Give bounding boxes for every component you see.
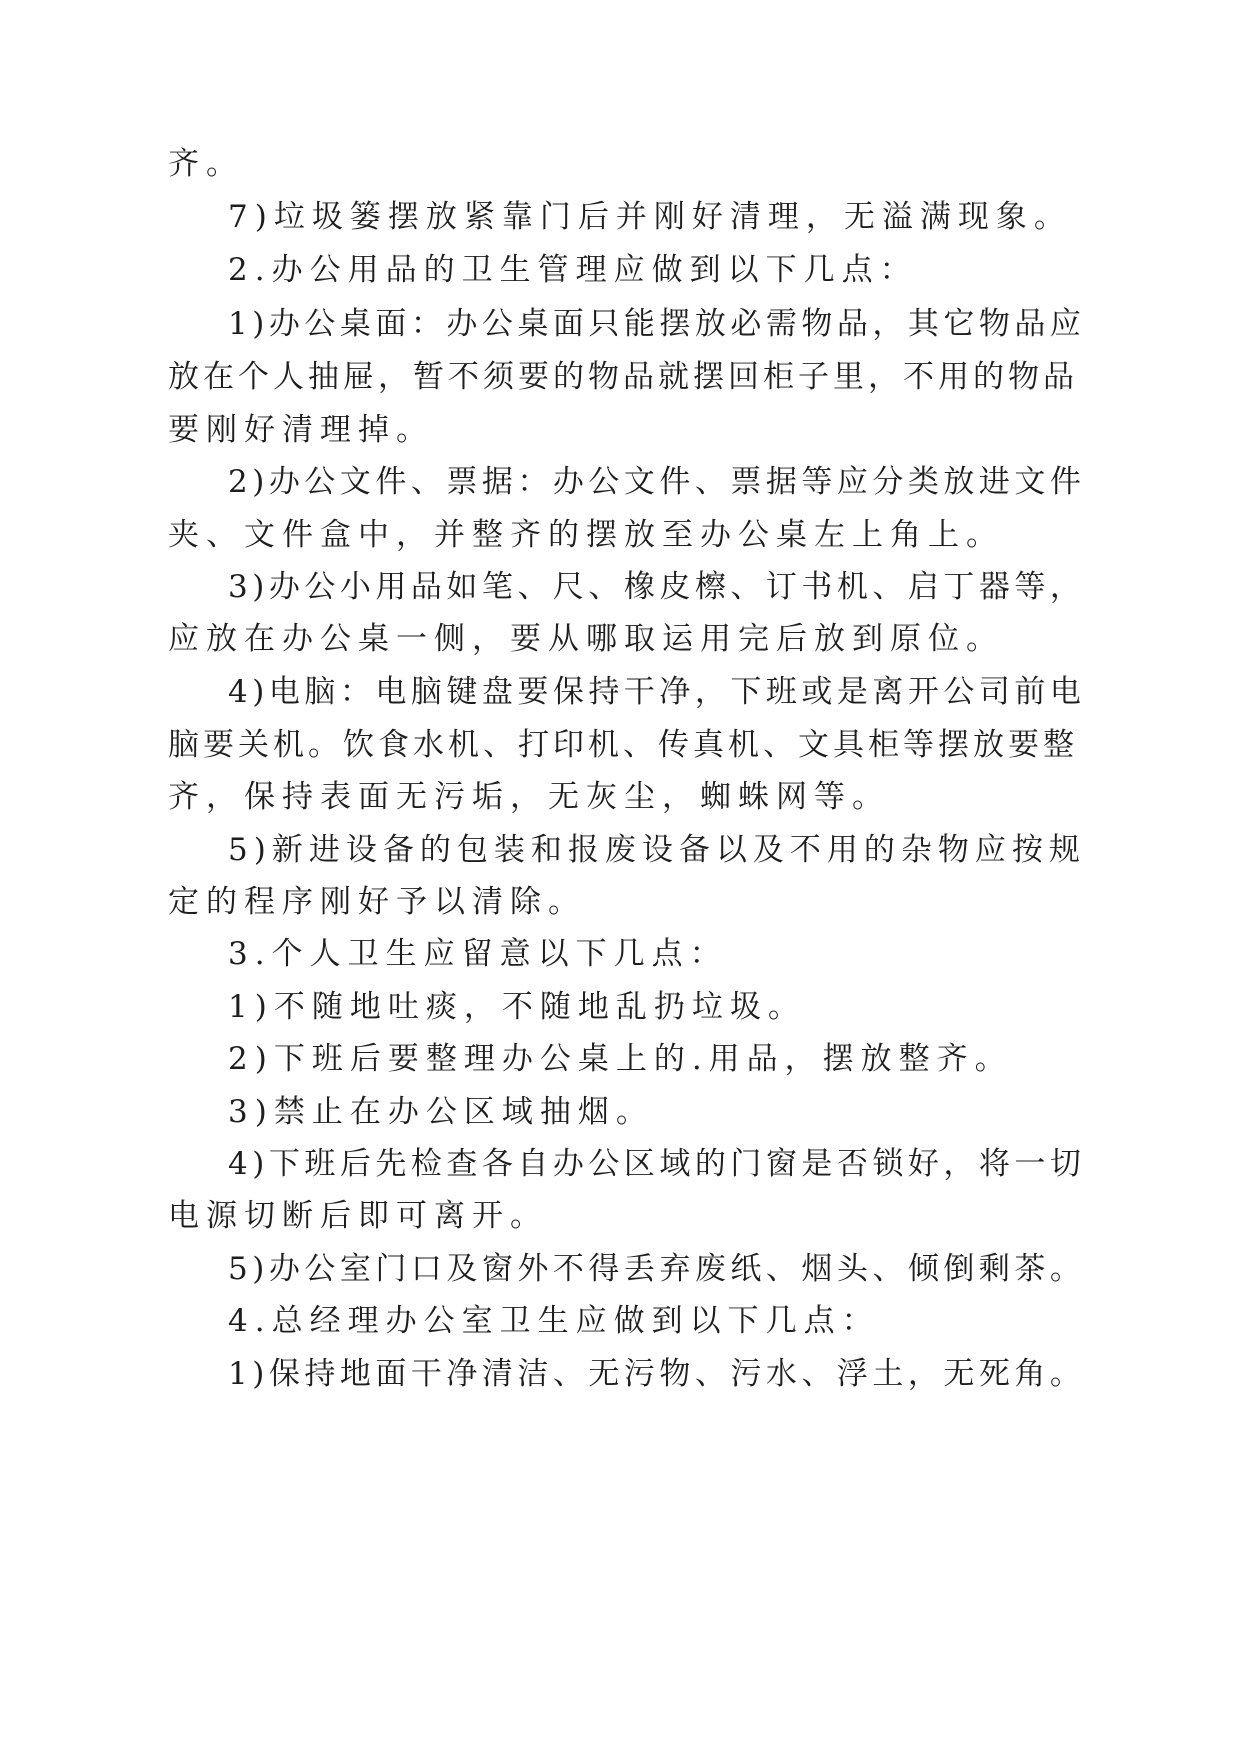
text-line-12: 脑要关机。饮食水机、打印机、传真机、文具柜等摆放要整 bbox=[168, 727, 1078, 763]
text-line-23: 4.总经理办公室卫生应做到以下几点： bbox=[228, 1303, 880, 1339]
text-line-15: 定的程序刚好予以清除。 bbox=[168, 884, 586, 920]
text-line-7: 2)办公文件、票据：办公文件、票据等应分类放进文件 bbox=[228, 464, 1086, 500]
text-line-10: 应放在办公桌一侧，要从哪取运用完后放到原位。 bbox=[168, 621, 1004, 657]
text-line-16: 3.个人卫生应留意以下几点： bbox=[228, 936, 728, 972]
text-line-8: 夹、文件盒中，并整齐的摆放至办公桌左上角上。 bbox=[168, 517, 1004, 553]
text-line-19: 3)禁止在办公区域抽烟。 bbox=[228, 1094, 654, 1130]
text-line-1: 齐。 bbox=[168, 146, 244, 182]
text-line-18: 2)下班后要整理办公桌上的.用品，摆放整齐。 bbox=[228, 1041, 1013, 1077]
text-line-9: 3)办公小用品如笔、尺、橡皮檫、订书机、启丁器等， bbox=[228, 569, 1086, 605]
text-line-21: 电源切断后即可离开。 bbox=[168, 1198, 548, 1234]
text-line-4: 1)办公桌面：办公桌面只能摆放必需物品，其它物品应 bbox=[228, 306, 1086, 342]
text-line-20: 4)下班后先检查各自办公区域的门窗是否锁好，将一切 bbox=[228, 1146, 1086, 1182]
text-line-6: 要刚好清理掉。 bbox=[168, 412, 434, 448]
text-line-13: 齐，保持表面无污垢，无灰尘，蜘蛛网等。 bbox=[168, 779, 890, 815]
text-line-2: 7)垃圾篓摆放紧靠门后并刚好清理，无溢满现象。 bbox=[228, 199, 1072, 235]
text-line-22: 5)办公室门口及窗外不得丢弃废纸、烟头、倾倒剩茶。 bbox=[228, 1251, 1086, 1287]
text-line-3: 2.办公用品的卫生管理应做到以下几点： bbox=[228, 252, 918, 288]
text-line-11: 4)电脑：电脑键盘要保持干净，下班或是离开公司前电 bbox=[228, 674, 1086, 710]
text-line-14: 5)新进设备的包装和报废设备以及不用的杂物应按规 bbox=[228, 832, 1086, 868]
text-line-24: 1)保持地面干净清洁、无污物、污水、浮土，无死角。 bbox=[228, 1356, 1086, 1392]
text-line-5: 放在个人抽屉，暂不须要的物品就摆回柜子里，不用的物品 bbox=[168, 359, 1078, 395]
text-line-17: 1)不随地吐痰，不随地乱扔垃圾。 bbox=[228, 989, 806, 1025]
